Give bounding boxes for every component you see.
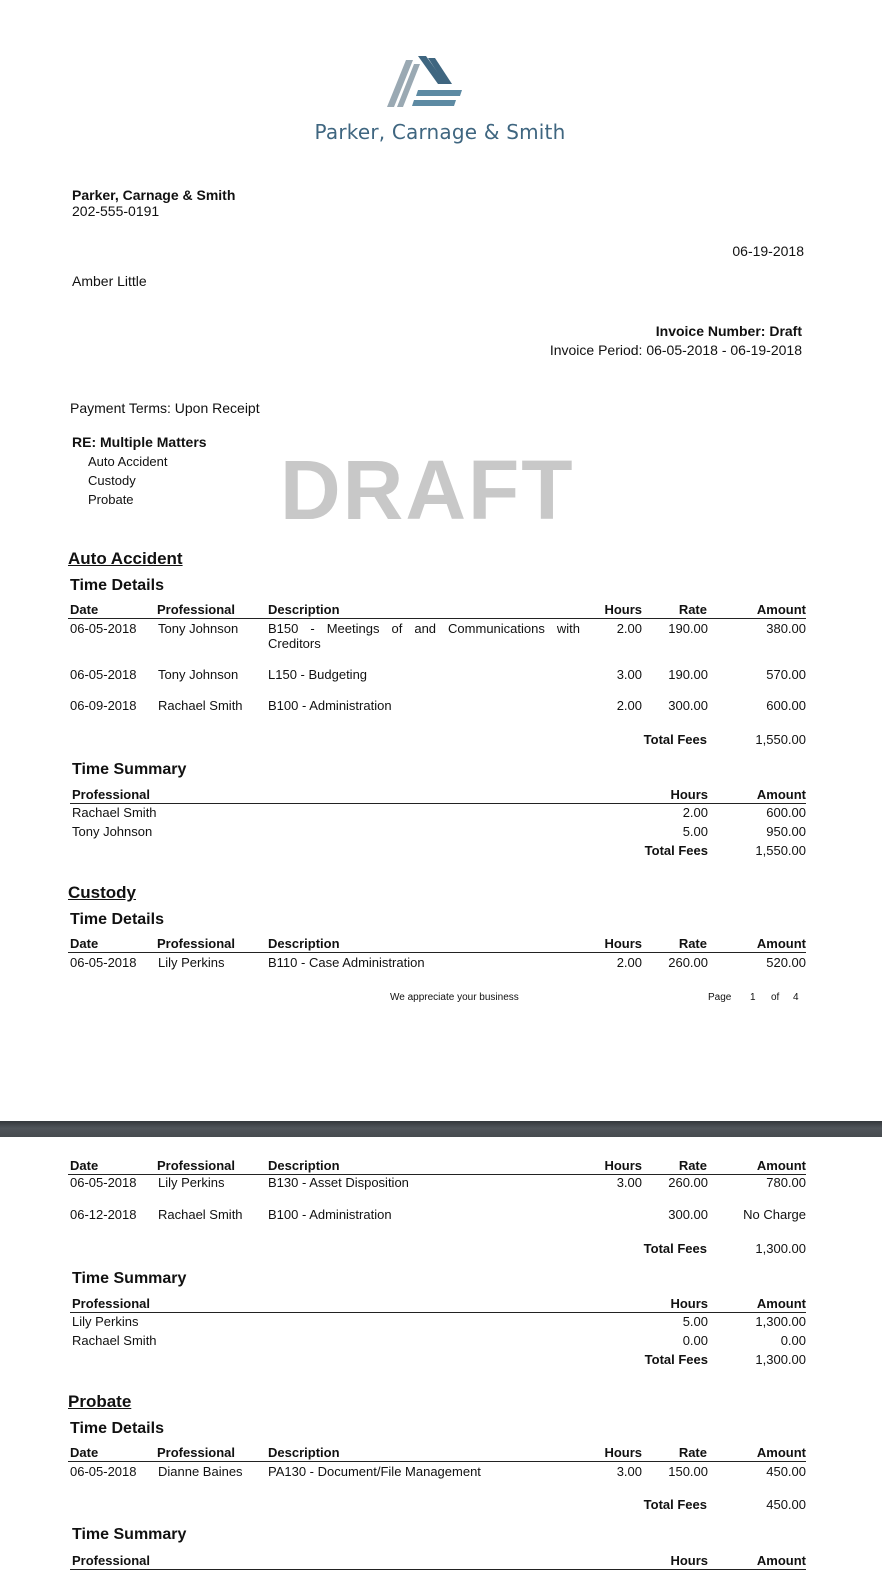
time-details-title: Time Details (70, 577, 164, 594)
col-description: Description (268, 1158, 340, 1173)
time-summary-header (70, 785, 806, 804)
footer-of-label: of (771, 992, 780, 1003)
footer-page-label: Page (708, 992, 732, 1003)
col-description: Description (268, 1445, 340, 1460)
col-hours: Hours (604, 1445, 642, 1460)
row-professional: Tony Johnson (72, 824, 153, 839)
col-rate: Rate (678, 1158, 707, 1173)
row-rate: 260.00 (668, 955, 708, 970)
total-fees-label: Total Fees (643, 732, 707, 747)
row-date: 06-12-2018 (70, 1207, 137, 1222)
matter-title-custody: Custody (68, 883, 136, 902)
time-details-total-row (68, 1241, 806, 1259)
row-rate: 190.00 (668, 621, 708, 636)
row-professional: Tony Johnson (158, 621, 239, 636)
row-hours: 0.00 (682, 1333, 708, 1348)
total-fees-value: 1,300.00 (755, 1241, 806, 1256)
row-date: 06-05-2018 (70, 621, 137, 636)
col-date: Date (70, 602, 99, 617)
total-fees-value: 1,550.00 (755, 843, 806, 858)
firm-logo (264, 22, 616, 170)
row-date: 06-09-2018 (70, 698, 137, 713)
col-hours: Hours (670, 1553, 708, 1568)
total-fees-label: Total Fees (643, 1497, 707, 1512)
total-fees-value: 450.00 (766, 1497, 806, 1512)
col-date: Date (70, 1445, 99, 1460)
footer-message: We appreciate your business (390, 992, 519, 1003)
row-professional: Dianne Baines (158, 1464, 243, 1479)
matter-list-item: Probate (88, 492, 134, 507)
row-professional: Rachael Smith (158, 1207, 243, 1222)
row-amount: 380.00 (766, 621, 806, 636)
time-detail-row (68, 955, 806, 973)
row-amount: 780.00 (766, 1175, 806, 1190)
client-name: Amber Little (72, 273, 147, 289)
col-description: Description (268, 936, 340, 951)
invoice-number: Invoice Number: Draft (655, 323, 802, 339)
col-professional: Professional (157, 602, 236, 617)
col-professional: Professional (157, 936, 236, 951)
time-summary-header (70, 1294, 806, 1313)
matter-title-auto-accident: Auto Accident (68, 549, 183, 568)
time-summary-row (70, 1333, 806, 1351)
row-description: B100 - Administration (268, 1207, 392, 1222)
time-details-header (68, 600, 806, 619)
payment-terms: Payment Terms: Upon Receipt (70, 400, 260, 416)
row-amount: No Charge (743, 1207, 806, 1222)
time-details-header (68, 1443, 806, 1462)
page-divider (0, 1121, 882, 1137)
row-date: 06-05-2018 (70, 667, 137, 682)
row-hours: 5.00 (682, 1314, 708, 1329)
row-amount: 0.00 (780, 1333, 806, 1348)
row-hours: 2.00 (616, 621, 642, 636)
invoice-period: Invoice Period: 06-05-2018 - 06-19-2018 (549, 342, 802, 358)
row-hours: 2.00 (616, 955, 642, 970)
time-detail-row (68, 1207, 806, 1225)
row-hours: 3.00 (616, 1464, 642, 1479)
matter-list-item: Custody (88, 473, 136, 488)
col-amount: Amount (756, 787, 806, 802)
row-professional: Rachael Smith (158, 698, 243, 713)
row-amount: 950.00 (766, 824, 806, 839)
col-amount: Amount (756, 936, 806, 951)
total-fees-value: 1,300.00 (755, 1352, 806, 1367)
row-professional: Tony Johnson (158, 667, 239, 682)
time-detail-row (68, 621, 806, 655)
firm-logo-text: Parker, Carnage & Smith (314, 120, 566, 144)
time-summary-total-row (70, 1352, 806, 1370)
col-rate: Rate (678, 602, 707, 617)
row-professional: Lily Perkins (158, 1175, 225, 1190)
row-rate: 260.00 (668, 1175, 708, 1190)
row-amount: 520.00 (766, 955, 806, 970)
col-hours: Hours (604, 1158, 642, 1173)
row-hours: 2.00 (682, 805, 708, 820)
total-fees-label: Total Fees (644, 843, 708, 858)
footer-page-current: 1 (750, 992, 756, 1003)
col-amount: Amount (756, 1445, 806, 1460)
row-professional: Lily Perkins (72, 1314, 139, 1329)
row-description: B150 - Meetings of and Communications with (268, 621, 580, 636)
time-details-header (68, 1156, 806, 1175)
row-description: B110 - Case Administration (268, 955, 425, 970)
row-date: 06-05-2018 (70, 1464, 137, 1479)
col-hours: Hours (670, 1296, 708, 1311)
row-description: L150 - Budgeting (268, 667, 368, 682)
firm-phone: 202-555-0191 (72, 203, 160, 219)
time-summary-row (70, 805, 806, 823)
col-amount: Amount (756, 1553, 806, 1568)
matter-title-probate: Probate (68, 1392, 132, 1411)
row-amount: 600.00 (766, 698, 806, 713)
row-hours: 3.00 (616, 667, 642, 682)
time-details-title: Time Details (70, 911, 164, 928)
row-amount: 1,300.00 (755, 1314, 806, 1329)
time-summary-row (70, 1314, 806, 1332)
col-amount: Amount (756, 1158, 806, 1173)
total-fees-label: Total Fees (644, 1352, 708, 1367)
col-rate: Rate (678, 936, 707, 951)
row-professional: Rachael Smith (72, 805, 157, 820)
col-date: Date (70, 936, 99, 951)
time-details-title: Time Details (70, 1420, 164, 1437)
row-date: 06-05-2018 (70, 1175, 137, 1190)
row-amount: 450.00 (766, 1464, 806, 1479)
time-summary-title: Time Summary (72, 1270, 187, 1287)
row-hours: 5.00 (682, 824, 708, 839)
time-summary-total-row (70, 843, 806, 861)
col-professional: Professional (157, 1445, 236, 1460)
row-rate: 300.00 (668, 1207, 708, 1222)
time-summary-row (70, 824, 806, 842)
matter-list-item: Auto Accident (88, 454, 168, 469)
row-rate: 190.00 (668, 667, 708, 682)
row-description: B100 - Administration (268, 698, 392, 713)
row-amount: 600.00 (766, 805, 806, 820)
row-hours: 3.00 (616, 1175, 642, 1190)
invoice-page-2 (0, 1137, 882, 1596)
invoice-date: 06-19-2018 (732, 243, 804, 259)
row-professional: Lily Perkins (158, 955, 225, 970)
time-details-total-row (68, 1497, 806, 1515)
draft-watermark: DRAFT (280, 443, 575, 537)
col-hours: Hours (670, 787, 708, 802)
col-professional: Professional (157, 1158, 236, 1173)
col-date: Date (70, 1158, 99, 1173)
firm-name: Parker, Carnage & Smith (72, 187, 236, 203)
footer-page-total: 4 (793, 992, 799, 1003)
total-fees-value: 1,550.00 (755, 732, 806, 747)
row-hours: 2.00 (616, 698, 642, 713)
col-rate: Rate (678, 1445, 707, 1460)
time-summary-title: Time Summary (72, 761, 187, 778)
time-details-total-row (68, 732, 806, 750)
re-label: RE: Multiple Matters (72, 434, 207, 450)
time-summary-title: Time Summary (72, 1526, 187, 1543)
col-amount: Amount (756, 1296, 806, 1311)
col-amount: Amount (756, 602, 806, 617)
row-professional: Rachael Smith (72, 1333, 157, 1348)
row-rate: 300.00 (668, 698, 708, 713)
row-description: PA130 - Document/File Management (268, 1464, 481, 1479)
col-professional: Professional (72, 1296, 151, 1311)
row-amount: 570.00 (766, 667, 806, 682)
row-description-continued: Creditors (268, 636, 321, 651)
col-professional: Professional (72, 787, 151, 802)
row-date: 06-05-2018 (70, 955, 137, 970)
row-rate: 150.00 (668, 1464, 708, 1479)
time-summary-header (70, 1551, 806, 1570)
time-detail-row (68, 667, 806, 685)
total-fees-label: Total Fees (643, 1241, 707, 1256)
col-professional: Professional (72, 1553, 151, 1568)
time-detail-row (68, 1464, 806, 1482)
time-details-header (68, 934, 806, 953)
time-detail-row (68, 1175, 806, 1193)
col-hours: Hours (604, 936, 642, 951)
time-detail-row (68, 698, 806, 716)
col-hours: Hours (604, 602, 642, 617)
col-description: Description (268, 602, 340, 617)
row-description: B130 - Asset Disposition (268, 1175, 409, 1190)
firm-logo-icon (384, 54, 466, 110)
